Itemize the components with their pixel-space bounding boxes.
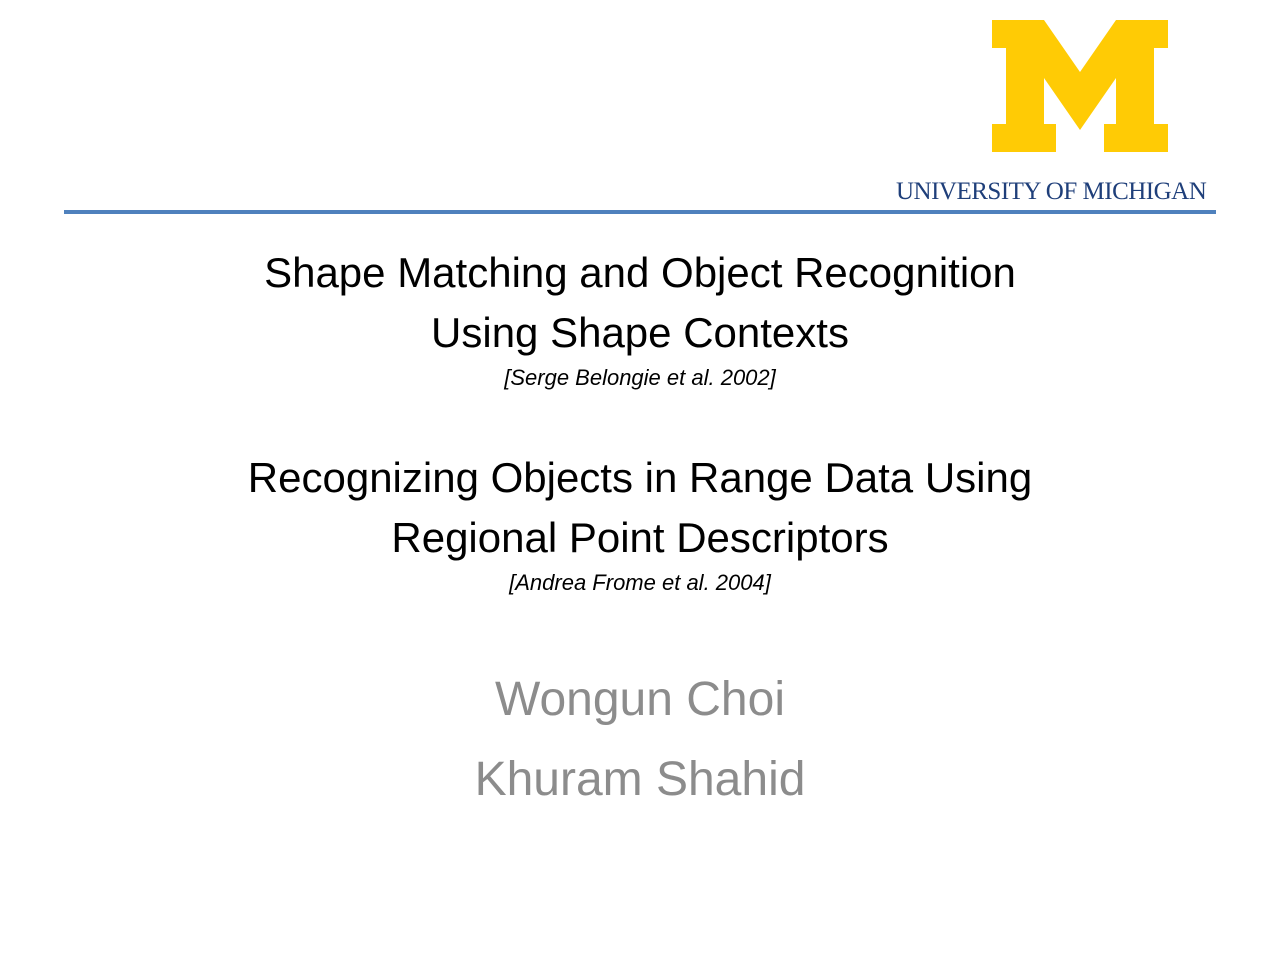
paper-2-block bbox=[0, 448, 1280, 598]
authors-block bbox=[0, 660, 1280, 820]
author-name: Khuram Shahid bbox=[474, 753, 806, 806]
paper-2-citation: [Andrea Frome et al. 2004] bbox=[509, 570, 771, 595]
university-of-michigan-wordmark: UNIVERSITY OF MICHIGAN bbox=[896, 178, 1207, 205]
paper-1-citation: [Serge Belongie et al. 2002] bbox=[504, 365, 776, 390]
paper-1-title-line-1: Shape Matching and Object Recognition bbox=[264, 249, 1016, 296]
paper-2-title-line-1: Recognizing Objects in Range Data Using bbox=[247, 454, 1033, 501]
paper-1-title-line-2: Using Shape Contexts bbox=[431, 309, 849, 356]
author-name: Wongun Choi bbox=[495, 673, 785, 726]
header-divider bbox=[64, 210, 1216, 214]
university-of-michigan-block-m-logo bbox=[992, 20, 1168, 152]
paper-1-block bbox=[0, 243, 1280, 393]
paper-2-title-line-2: Regional Point Descriptors bbox=[391, 514, 889, 561]
